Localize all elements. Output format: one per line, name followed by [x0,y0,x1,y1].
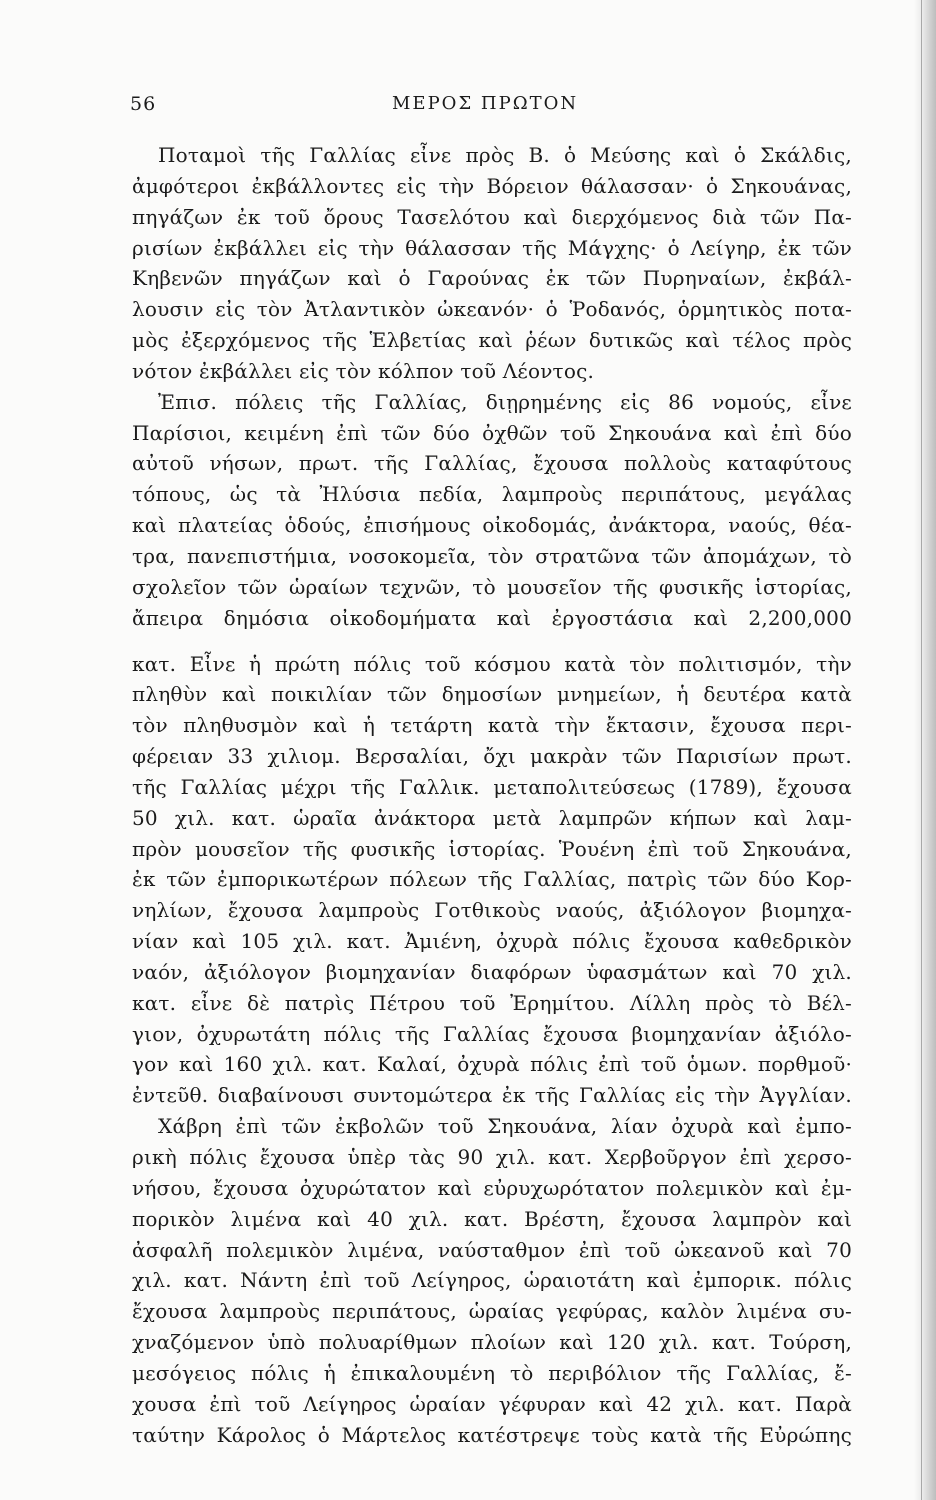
text-line: ἄπειρα δημόσια οἰκοδομήματα καὶ ἐργοστάσια καὶ 2,200,000 [132,605,852,630]
text-line: μὸς ἐξερχόμενος τῆς Ἑλβετίας καὶ ῥέων δυτικῶς καὶ τέλος πρὸς [132,328,852,353]
text-line: Χάβρη ἐπὶ τῶν ἐκβολῶν τοῦ Σηκουάνα, λίαν ὀχυρὰ καὶ ἐμπο- [158,1114,852,1139]
running-head: ΜΕΡΟΣ ΠΡΩΤΟΝ [392,93,579,114]
text-line: γον καὶ 160 χιλ. κατ. Καλαί, ὀχυρὰ πόλις ἐπὶ τοῦ ὁμων. πορθμοῦ· [132,1052,852,1077]
text-line: 50 χιλ. κατ. ὡραῖα ἀνάκτορα μετὰ λαμπρῶν κήπων καὶ λαμ- [132,805,852,830]
text-line: Παρίσιοι, κειμένη ἐπὶ τῶν δύο ὀχθῶν τοῦ Σηκουάνα καὶ ἐπὶ δύο [132,420,852,445]
text-line: χιλ. κατ. Νάντη ἐπὶ τοῦ Λείγηρος, ὡραιοτάτη καὶ ἐμπορικ. πόλις [132,1268,852,1293]
text-line: ἐντεῦθ. διαβαίνουσι συντομώτερα ἐκ τῆς Γαλλίας εἰς τὴν Ἀγγλίαν. [132,1083,852,1108]
text-line: λουσιν εἰς τὸν Ἀτλαντικὸν ὠκεανόν· ὁ Ῥοδανός, ὁρμητικὸς ποτα- [132,297,852,322]
text-line: Ἐπισ. πόλεις τῆς Γαλλίας, διῃρημένης εἰς 86 νομούς, εἶνε [158,389,852,414]
text-line: χναζόμενον ὑπὸ πολυαρίθμων πλοίων καὶ 120 χιλ. κατ. Τούρση, [132,1330,852,1355]
text-line: νίαν καὶ 105 χιλ. κατ. Ἀμιένη, ὀχυρὰ πόλις ἔχουσα καθεδρικὸν [132,929,852,954]
text-line: κατ. εἶνε δὲ πατρὶς Πέτρου τοῦ Ἐρημίτου. Λίλλη πρὸς τὸ Βέλ- [132,990,852,1015]
text-line: ἐκ τῶν ἐμπορικωτέρων πόλεων τῆς Γαλλίας, πατρὶς τῶν δύο Κορ- [132,867,852,892]
text-line: τρα, πανεπιστήμια, νοσοκομεῖα, τὸν στρατῶνα τῶν ἀπομάχων, τὸ [132,543,852,568]
text-line: πορικὸν λιμένα καὶ 40 χιλ. κατ. Βρέστη, ἔχουσα λαμπρὸν καὶ [132,1206,852,1231]
text-line: φέρειαν 33 χιλιομ. Βερσαλίαι, ὄχι μακρὰν τῶν Παρισίων πρωτ. [132,744,852,769]
body-text [132,140,852,1450]
page-number: 56 [130,93,157,115]
text-line: σχολεῖον τῶν ὡραίων τεχνῶν, τὸ μουσεῖον τῆς φυσικῆς ἱστορίας, [132,574,852,599]
text-line: πρὸν μουσεῖον τῆς φυσικῆς ἱστορίας. Ῥουένη ἐπὶ τοῦ Σηκουάνα, [132,836,852,861]
text-line: τὸν πληθυσμὸν καὶ ἡ τετάρτη κατὰ τὴν ἔκτασιν, ἔχουσα περι- [132,713,852,738]
text-line: νότον ἐκβάλλει εἰς τὸν κόλπον τοῦ Λέοντος. [132,358,595,383]
text-line: γιον, ὀχυρωτάτη πόλις τῆς Γαλλίας ἔχουσα βιομηχανίαν ἀξιόλο- [132,1021,852,1046]
text-line: ρισίων ἐκβάλλει εἰς τὴν θάλασσαν τῆς Μάγχης· ὁ Λείγηρ, ἐκ τῶν [132,235,852,260]
text-line: χουσα ἐπὶ τοῦ Λείγηρος ὡραίαν γέφυραν καὶ 42 χιλ. κατ. Παρὰ [132,1391,852,1416]
text-line: νηλίων, ἔχουσα λαμπροὺς Γοτθικοὺς ναούς, ἀξιόλογον βιομηχα- [132,898,852,923]
page-edge-line [921,0,922,1500]
text-line: αὐτοῦ νήσων, πρωτ. τῆς Γαλλίας, ἔχουσα πολλοὺς καταφύτους [132,451,852,476]
text-line: ἀσφαλῆ πολεμικὸν λιμένα, ναύσταθμον ἐπὶ τοῦ ὠκεανοῦ καὶ 70 [132,1237,852,1262]
page-header [130,93,860,123]
page-edge-shadow [914,0,936,1500]
text-line: πληθὺν καὶ ποικιλίαν τῶν δημοσίων μνημείων, ἡ δευτέρα κατὰ [132,682,852,707]
text-line: ἔχουσα λαμπροὺς περιπάτους, ὡραίας γεφύρας, καλὸν λιμένα συ- [132,1299,852,1324]
text-line: Κηβενῶν πηγάζων καὶ ὁ Γαρούνας ἐκ τῶν Πυρηναίων, ἐκβάλ- [132,266,852,291]
text-line: ἀμφότεροι ἐκβάλλοντες εἰς τὴν Βόρειον θάλασσαν· ὁ Σηκουάνας, [132,173,852,198]
text-line: ναόν, ἀξιόλογον βιομηχανίαν διαφόρων ὑφασμάτων καὶ 70 χιλ. [132,959,852,984]
text-line: νήσου, ἔχουσα ὀχυρώτατον καὶ εὐρυχωρότατον πολεμικὸν καὶ ἐμ- [132,1175,852,1200]
text-line: ρικὴ πόλις ἔχουσα ὑπὲρ τὰς 90 χιλ. κατ. Χερβοῦργον ἐπὶ χερσο- [132,1145,852,1169]
text-line: ταύτην Κάρολος ὁ Μάρτελος κατέστρεψε τοὺς κατὰ τῆς Εὐρώπης [132,1422,852,1447]
text-line: Ποταμοὶ τῆς Γαλλίας εἶνε πρὸς Β. ὁ Μεύσης καὶ ὁ Σκάλδις, [158,143,852,167]
text-line: πηγάζων ἐκ τοῦ ὄρους Τασελότου καὶ διερχόμενος διὰ τῶν Πα- [132,204,852,229]
text-line: τόπους, ὡς τὰ Ἠλύσια πεδία, λαμπροὺς περιπάτους, μεγάλας [132,482,852,507]
text-line: καὶ πλατείας ὁδούς, ἐπισήμους οἰκοδομάς, ἀνάκτορα, ναούς, θέα- [132,513,852,538]
text-line: κατ. Εἶνε ἡ πρώτη πόλις τοῦ κόσμου κατὰ τὸν πολιτισμόν, τὴν [132,651,852,676]
text-line: τῆς Γαλλίας μέχρι τῆς Γαλλικ. μεταπολιτεύσεως (1789), ἔχουσα [132,774,852,799]
text-line: μεσόγειος πόλις ἡ ἐπικαλουμένη τὸ περιβόλιον τῆς Γαλλίας, ἔ- [132,1360,852,1385]
